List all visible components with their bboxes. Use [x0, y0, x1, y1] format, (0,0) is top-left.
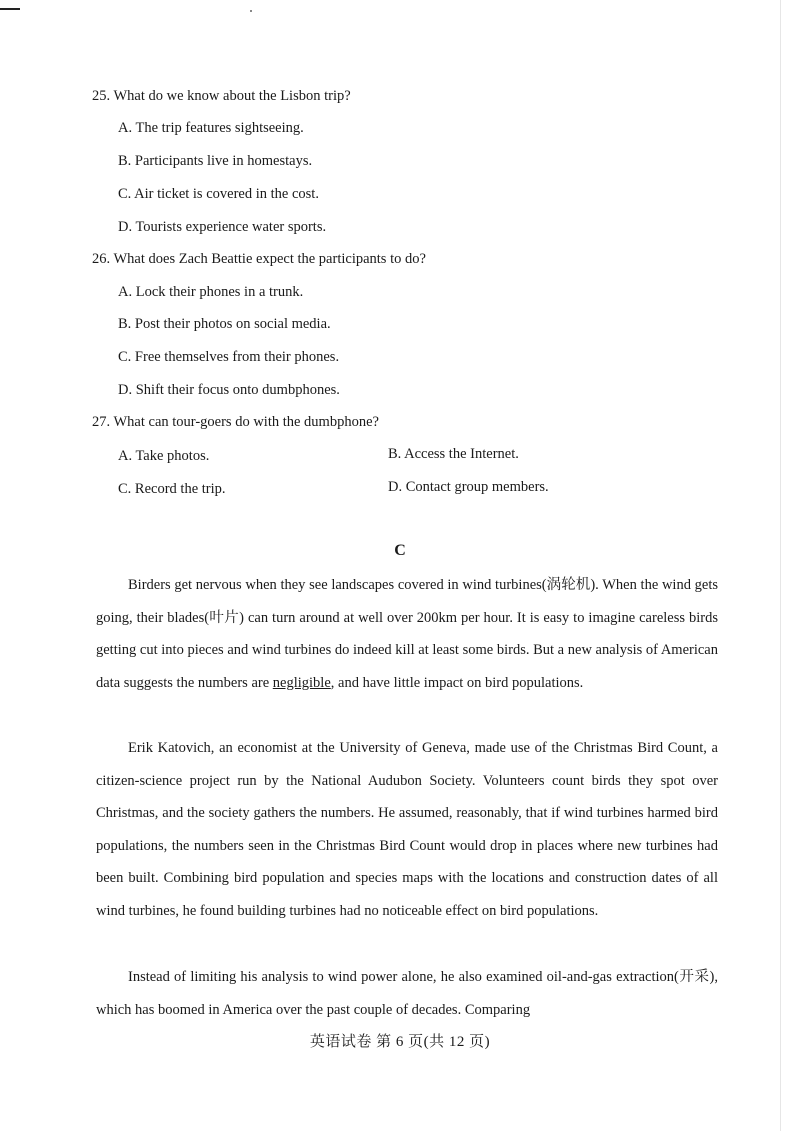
question-27-option-b: B. Access the Internet.: [388, 446, 519, 462]
section-title: C: [394, 542, 406, 559]
question-27-option-a: A. Take photos.: [118, 448, 210, 464]
question-25-option-a: A. The trip features sightseeing.: [118, 120, 304, 136]
question-25-option-d: D. Tourists experience water sports.: [118, 219, 327, 235]
passage-p1-text-a: Birders get nervous when they see landscapes covered in wind turbines(涡轮机). When the wind gets going, their blades(叶片) can turn around at well over 200km per hour. It is easy to imagine careless birds getting cut into pieces and wind turbines do indeed kill at least some birds. But a new analysis of American data suggests the numbers are: [96, 577, 718, 691]
scan-edge-line: [780, 0, 781, 1131]
question-27-option-d: D. Contact group members.: [388, 479, 549, 495]
question-25-option-b: B. Participants live in homestays.: [118, 153, 313, 169]
passage-paragraph-3: Instead of limiting his analysis to wind power alone, he also examined oil-and-gas extraction(开采), which has boomed in America over the past couple of decades. Comparing: [96, 969, 718, 1018]
question-26-stem: 26. What does Zach Beattie expect the participants to do?: [92, 251, 426, 267]
question-25-stem: 25. What do we know about the Lisbon trip?: [92, 88, 351, 104]
page-footer: 英语试卷 第 6 页(共 12 页): [309, 1034, 491, 1050]
question-27-stem: 27. What can tour-goers do with the dumbphone?: [92, 414, 379, 430]
question-26-option-a: A. Lock their phones in a trunk.: [118, 284, 304, 300]
question-26-option-d: D. Shift their focus onto dumbphones.: [118, 382, 340, 398]
corner-mark: [0, 8, 20, 10]
passage-p1-text-b: , and have little impact on bird populations.: [330, 674, 584, 691]
question-26-option-b: B. Post their photos on social media.: [118, 316, 331, 332]
underlined-word: negligible: [272, 674, 331, 691]
question-27-option-c: C. Record the trip.: [118, 481, 226, 497]
passage-paragraph-1: [96, 569, 718, 699]
question-26-option-c: C. Free themselves from their phones.: [118, 349, 340, 365]
passage-paragraph-2: Erik Katovich, an economist at the University of Geneva, made use of the Christmas Bird Count, a citizen-science project run by the National Audubon Society. Volunteers count birds they spot over Christmas, and the society gathers the numbers. He assumed, reasonably, that if wind turbines harmed bird populations, the numbers seen in the Christmas Bird Count would drop in places where new turbines had been built. Combining bird population and species maps with the locations and construction dates of all wind turbines, he found building turbines had no noticeable effect on bird populations.: [96, 740, 718, 919]
question-25-option-c: C. Air ticket is covered in the cost.: [118, 186, 319, 202]
scan-dot: [250, 10, 252, 12]
